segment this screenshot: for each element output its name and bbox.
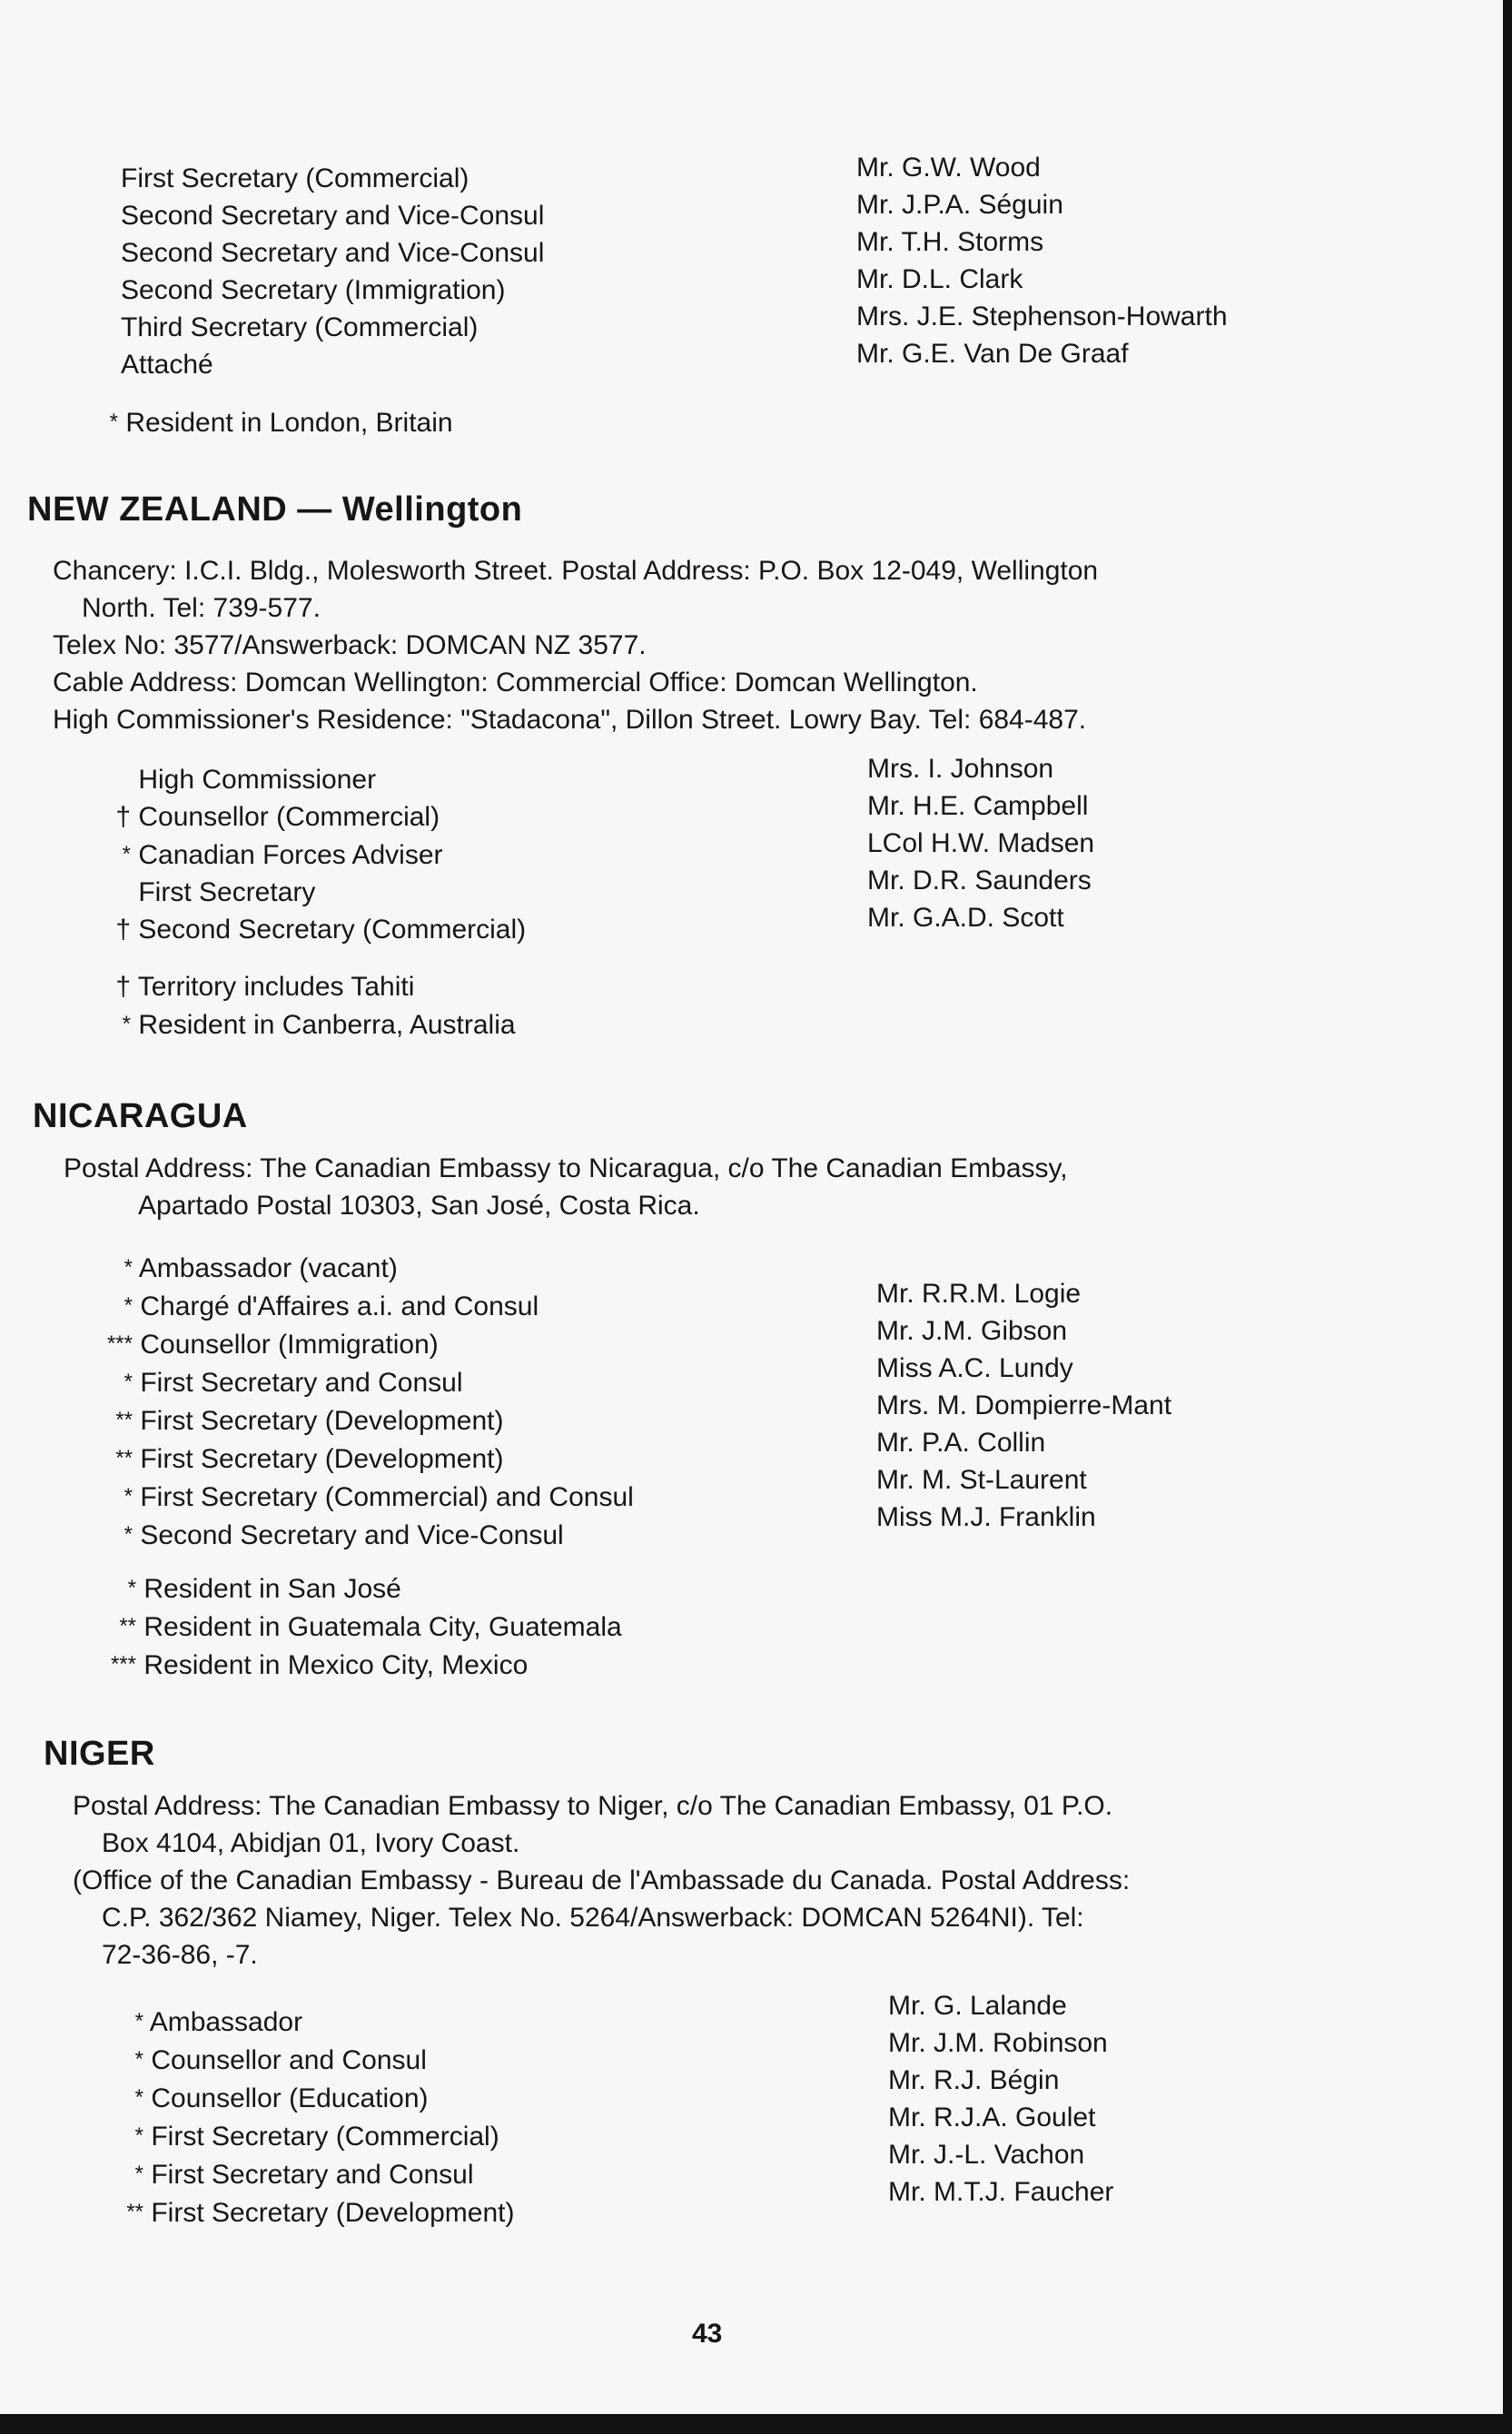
staff-name: Mr. G.W. Wood	[856, 153, 1041, 183]
nicaragua-footnotes	[76, 1569, 622, 1684]
position-marker: ***	[106, 1331, 133, 1356]
position-title: Counsellor and Consul	[151, 2045, 427, 2075]
footnote-marker: *	[109, 410, 118, 434]
position-row	[73, 1401, 634, 1440]
position-marker: *	[124, 1255, 133, 1280]
position-title: Ambassador (vacant)	[138, 1253, 398, 1283]
continuation-names	[856, 149, 1228, 372]
position-title: Counsellor (Education)	[151, 2083, 429, 2113]
position-row	[91, 2155, 514, 2193]
staff-name: Mr. J.P.A. Séguin	[856, 190, 1063, 220]
staff-name: Mr. G.A.D. Scott	[867, 903, 1064, 933]
staff-name: Mr. R.R.M. Logie	[876, 1279, 1082, 1309]
niger-address	[73, 1787, 1130, 1974]
position-row	[91, 2041, 514, 2079]
footnote	[100, 968, 516, 1005]
address-line: C.P. 362/362 Niamey, Niger. Telex No. 5264/Answerback: DOMCAN 5264NI). Tel:	[102, 1903, 1084, 1933]
footnote-text: Resident in Canberra, Australia	[138, 1010, 516, 1040]
position-title: First Secretary (Commercial)	[151, 2122, 499, 2152]
position-title: First Secretary and Consul	[140, 1368, 463, 1398]
new-zealand-positions	[100, 761, 526, 948]
page-number: 43	[692, 2319, 723, 2349]
position-title: Attaché	[121, 350, 213, 380]
position-title: First Secretary (Development)	[140, 1406, 504, 1436]
footnote	[76, 1646, 622, 1684]
address-line: Telex No: 3577/Answerback: DOMCAN NZ 3577.	[53, 630, 647, 660]
position-title: Second Secretary and Vice-Consul	[121, 201, 545, 231]
address-line: Box 4104, Abidjan 01, Ivory Coast.	[102, 1828, 520, 1858]
position-title: First Secretary (Development)	[151, 2198, 515, 2228]
position-row	[100, 761, 526, 798]
footnote	[100, 1005, 516, 1044]
staff-name: Mr. R.J. Bégin	[888, 2065, 1060, 2095]
new-zealand-address	[53, 552, 1098, 738]
staff-name: Mr. D.L. Clark	[856, 264, 1023, 294]
address-line: Apartado Postal 10303, San José, Costa Rica.	[138, 1191, 700, 1221]
position-title: Counsellor (Immigration)	[140, 1330, 439, 1360]
address-line: 72-36-86, -7.	[102, 1940, 258, 1970]
footnote-marker: *	[122, 1012, 131, 1036]
position-title: Counsellor (Commercial)	[138, 802, 440, 832]
position-title: First Secretary (Commercial) and Consul	[140, 1482, 634, 1512]
staff-name: Mr. H.E. Campbell	[867, 791, 1089, 821]
footnote-text: Resident in London, Britain	[125, 408, 453, 438]
footnote	[94, 403, 453, 441]
position-marker: *	[134, 2047, 143, 2072]
niger-names	[888, 1987, 1113, 2211]
position-marker: †	[115, 802, 131, 832]
address-line: Postal Address: The Canadian Embassy to Nicaragua, c/o The Canadian Embassy,	[64, 1153, 1068, 1183]
staff-name: Mr. G. Lalande	[888, 1991, 1067, 2021]
position-row	[91, 2193, 514, 2231]
footnote-marker: *	[127, 1576, 136, 1600]
position-marker: *	[134, 2123, 143, 2148]
footnote-text: Resident in Guatemala City, Guatemala	[143, 1612, 622, 1642]
address-line: (Office of the Canadian Embassy - Bureau de l'Ambassade du Canada. Postal Address:	[73, 1865, 1131, 1895]
staff-name: Mr. M.T.J. Faucher	[888, 2177, 1114, 2207]
position-marker: *	[124, 1484, 133, 1509]
staff-name: Mr. P.A. Collin	[876, 1428, 1046, 1458]
position-title: First Secretary	[138, 877, 316, 907]
footnote	[76, 1608, 622, 1646]
staff-name: Mr. J.M. Robinson	[888, 2028, 1108, 2058]
new-zealand-names	[867, 750, 1094, 936]
staff-name: Mr. M. St-Laurent	[876, 1465, 1087, 1495]
address-line: Postal Address: The Canadian Embassy to Niger, c/o The Canadian Embassy, 01 P.O.	[73, 1791, 1113, 1821]
section-heading-niger: NIGER	[44, 1735, 155, 1773]
staff-name: Mrs. M. Dompierre-Mant	[876, 1390, 1172, 1420]
position-row	[73, 1478, 634, 1516]
position-title: Chargé d'Affaires a.i. and Consul	[140, 1291, 539, 1321]
position-marker: *	[134, 2009, 143, 2033]
position-marker: *	[124, 1370, 133, 1394]
footnote-text: Resident in San José	[143, 1574, 401, 1604]
position-title: Canadian Forces Adviser	[138, 840, 443, 870]
position-title: Second Secretary (Commercial)	[138, 915, 527, 945]
position-marker: *	[124, 1293, 133, 1318]
position-marker: **	[115, 1408, 133, 1432]
footnote-marker: †	[115, 972, 131, 1002]
position-marker: †	[115, 915, 131, 945]
footnote-marker: **	[119, 1614, 136, 1638]
position-title: First Secretary (Commercial)	[121, 163, 469, 193]
staff-name: Mr. D.R. Saunders	[867, 866, 1092, 895]
continuation-positions	[121, 160, 544, 383]
footnote	[76, 1569, 622, 1608]
position-row	[100, 911, 526, 948]
page-edge-shadow-bottom	[0, 2414, 1512, 2434]
position-marker: **	[115, 1446, 133, 1470]
nicaragua-address	[64, 1150, 1068, 1224]
section-heading-new-zealand: NEW ZEALAND — Wellington	[27, 490, 523, 529]
footnote-text: Territory includes Tahiti	[137, 972, 415, 1002]
staff-name: Mr. R.J.A. Goulet	[888, 2103, 1096, 2132]
staff-name: Mr. T.H. Storms	[856, 227, 1044, 257]
position-title: High Commissioner	[138, 765, 377, 795]
position-title: Third Secretary (Commercial)	[121, 312, 479, 342]
nicaragua-names	[876, 1275, 1171, 1536]
new-zealand-footnotes	[100, 968, 516, 1044]
position-row	[73, 1516, 634, 1554]
address-line: Cable Address: Domcan Wellington: Commercial Office: Domcan Wellington.	[53, 668, 978, 698]
staff-name: Miss A.C. Lundy	[876, 1353, 1073, 1383]
position-row	[100, 874, 526, 911]
position-title: First Secretary and Consul	[151, 2160, 474, 2190]
page-edge-shadow-right	[1503, 0, 1512, 2434]
staff-name: Mrs. J.E. Stephenson-Howarth	[856, 302, 1228, 331]
position-row	[100, 836, 526, 874]
position-title: Ambassador	[149, 2007, 303, 2037]
niger-positions	[91, 2003, 514, 2231]
position-row	[73, 1287, 634, 1325]
position-marker: *	[134, 2162, 143, 2186]
position-title: First Secretary (Development)	[140, 1444, 504, 1474]
position-title: Second Secretary and Vice-Consul	[140, 1520, 564, 1550]
staff-name: Miss M.J. Franklin	[876, 1502, 1096, 1532]
position-marker: *	[134, 2085, 143, 2110]
position-marker: **	[126, 2200, 143, 2224]
staff-name: Mrs. I. Johnson	[867, 754, 1054, 784]
nicaragua-positions	[73, 1249, 634, 1554]
address-line: Chancery: I.C.I. Bldg., Molesworth Street. Postal Address: P.O. Box 12-049, Wellington	[53, 556, 1099, 586]
position-title: Second Secretary and Vice-Consul	[121, 238, 545, 268]
address-line: High Commissioner's Residence: "Stadacona", Dillon Street. Lowry Bay. Tel: 684-487.	[53, 705, 1087, 735]
address-line: North. Tel: 739-577.	[82, 593, 321, 623]
position-marker: *	[124, 1522, 133, 1547]
staff-name: Mr. G.E. Van De Graaf	[856, 339, 1129, 369]
staff-name: Mr. J.-L. Vachon	[888, 2140, 1085, 2170]
position-row	[91, 2003, 514, 2041]
footnote-text: Resident in Mexico City, Mexico	[143, 1650, 529, 1680]
position-marker: *	[122, 842, 131, 866]
position-row	[91, 2117, 514, 2155]
position-row	[91, 2079, 514, 2117]
section-heading-nicaragua: NICARAGUA	[33, 1097, 248, 1135]
position-row	[73, 1249, 634, 1287]
position-title: Second Secretary (Immigration)	[121, 275, 506, 305]
position-row	[73, 1363, 634, 1401]
position-row	[100, 798, 526, 836]
footnote-marker: ***	[110, 1652, 136, 1677]
position-row	[73, 1325, 634, 1363]
staff-name: LCol H.W. Madsen	[867, 828, 1095, 858]
staff-name: Mr. J.M. Gibson	[876, 1316, 1068, 1346]
position-row	[73, 1440, 634, 1478]
